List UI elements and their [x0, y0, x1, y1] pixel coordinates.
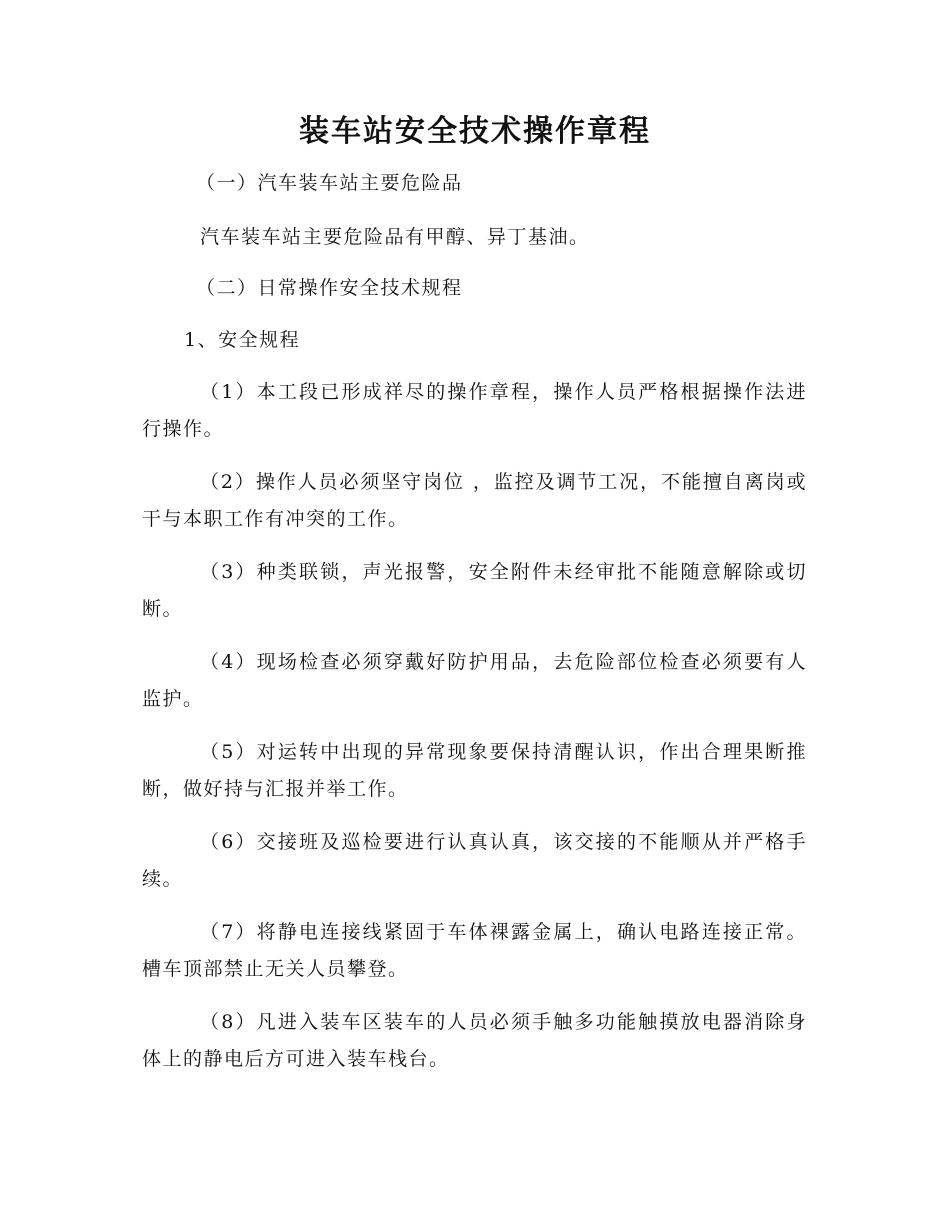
rule-paragraph: （2）操作人员必须坚守岗位 ，监控及调节工况，不能擅自离岗或干与本职工作有冲突的工作。 — [142, 471, 807, 530]
rule-paragraph: （5）对运转中出现的异常现象要保持清醒认识，作出合理果断推断，做好持与汇报并举工作。 — [142, 741, 807, 800]
rule-paragraph: （6）交接班及巡检要进行认真认真，该交接的不能顺从并严格手续。 — [142, 831, 807, 890]
section-body-hazards: 汽车装车站主要危险品有甲醇、异丁基油。 — [200, 226, 590, 248]
rule-paragraph: （3）种类联锁，声光报警，安全附件未经审批不能随意解除或切断。 — [142, 561, 807, 620]
rule-paragraph: （1）本工段已形成祥尽的操作章程，操作人员严格根据操作法进行操作。 — [142, 381, 807, 440]
section-heading-procedures: （二）日常操作安全技术规程 — [196, 277, 463, 299]
subsection-heading-safety: 1、安全规程 — [184, 329, 301, 351]
section-heading-hazards: （一）汽车装车站主要危险品 — [196, 172, 463, 194]
rule-paragraph: （7）将静电连接线紧固于车体裸露金属上，确认电路连接正常。槽车顶部禁止无关人员攀登。 — [142, 921, 807, 980]
rule-paragraph: （8）凡进入装车区装车的人员必须手触多功能触摸放电器消除身体上的静电后方可进入装车栈台。 — [142, 1011, 807, 1070]
rule-paragraph: （4）现场检查必须穿戴好防护用品，去危险部位检查必须要有人监护。 — [142, 651, 807, 710]
document-title: 装车站安全技术操作章程 — [299, 114, 651, 149]
